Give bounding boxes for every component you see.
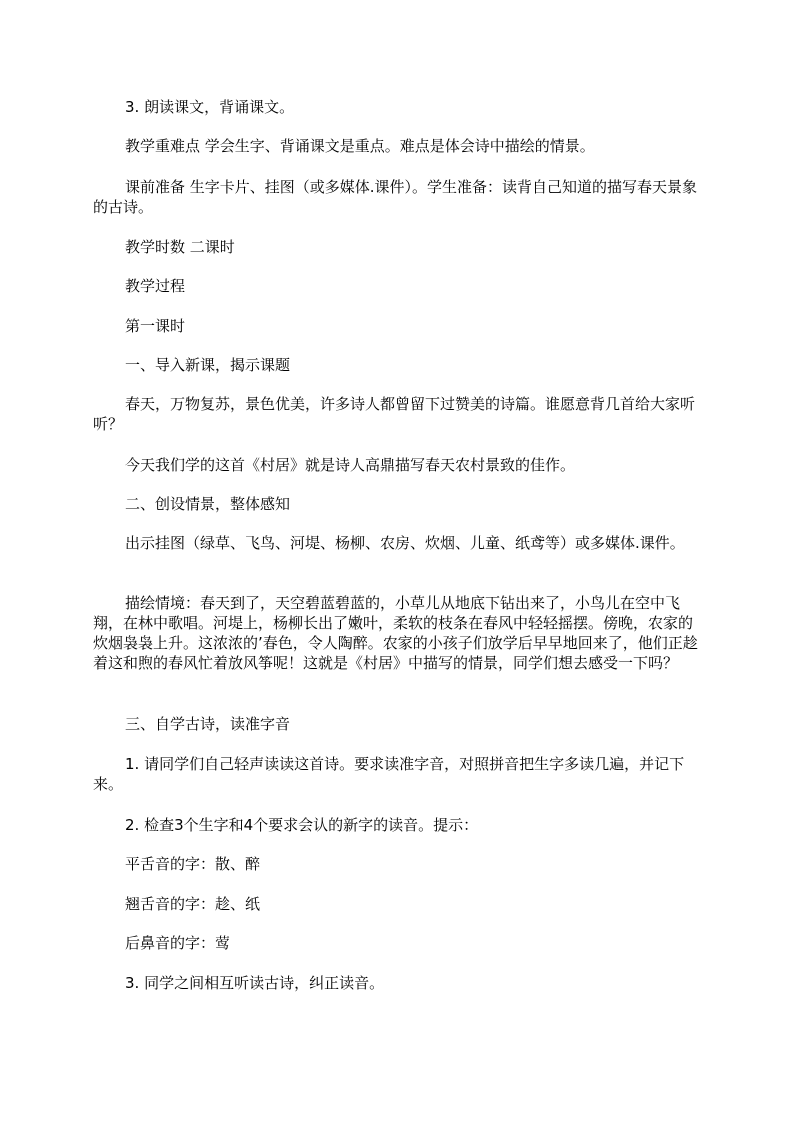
paragraph-teaching-process: 教学过程 [125, 277, 186, 295]
paragraph-spring-intro: 春天，万物复苏，景色优美，许多诗人都曾留下过赞美的诗篇。谁愿意背几首给大家听听？ [93, 395, 696, 433]
paragraph-class-hours: 教学时数 二课时 [125, 238, 235, 256]
section-heading-self-study: 三、自学古诗，读准字音 [125, 715, 291, 733]
paragraph-peer-reading: 3. 同学之间相互听读古诗，纠正读音。 [125, 974, 385, 992]
paragraph-show-picture: 出示挂图（绿草、飞鸟、河堤、杨柳、农房、炊烟、儿童、纸鸢等）或多媒体.课件。 [125, 534, 685, 552]
section-heading-introduction: 一、导入新课，揭示课题 [125, 356, 291, 374]
paragraph-reading-task: 3. 朗读课文，背诵课文。 [125, 98, 295, 116]
paragraph-check-pronunciation: 2. 检查3个生字和4个要求会认的新字的读音。提示： [125, 816, 479, 834]
paragraph-describe-scene: 描绘情境：春天到了，天空碧蓝碧蓝的，小草儿从地底下钻出来了，小鸟儿在空中飞翔，在林中歌唱。河堤上，杨柳长出了嫩叶，柔软的枝条在春风中轻轻摇摆。傍晚，农家的炊烟袅袅上升。这浓浓的’春色，令人陶醉。农家的小孩子们放学后早早地回来了，他们正趁着这和煦的春风忙着放风筝呢！这就是《村居》中描写的情景，同学们想去感受一下吗？ [93, 594, 698, 672]
section-heading-scene: 二、创设情景，整体感知 [125, 495, 291, 513]
paragraph-preparation: 课前准备 生字卡片、挂图（或多媒体.课件）。学生准备：读背自己知道的描写春天景象的古诗。 [93, 178, 698, 216]
paragraph-read-poem: 1. 请同学们自己轻声读读这首诗。要求读准字音，对照拼音把生字多读几遍，并记下来。 [93, 755, 685, 793]
paragraph-retroflex: 翘舌音的字：趁、纸 [125, 895, 261, 913]
paragraph-first-lesson: 第一课时 [125, 317, 186, 335]
paragraph-flat-tongue: 平舌音的字：散、醉 [125, 855, 261, 873]
paragraph-back-nasal: 后鼻音的字：莺 [125, 934, 231, 952]
paragraph-poem-intro: 今天我们学的这首《村居》就是诗人高鼎描写春天农村景致的佳作。 [125, 456, 576, 474]
paragraph-key-points: 教学重难点 学会生字、背诵课文是重点。难点是体会诗中描绘的情景。 [125, 137, 595, 155]
